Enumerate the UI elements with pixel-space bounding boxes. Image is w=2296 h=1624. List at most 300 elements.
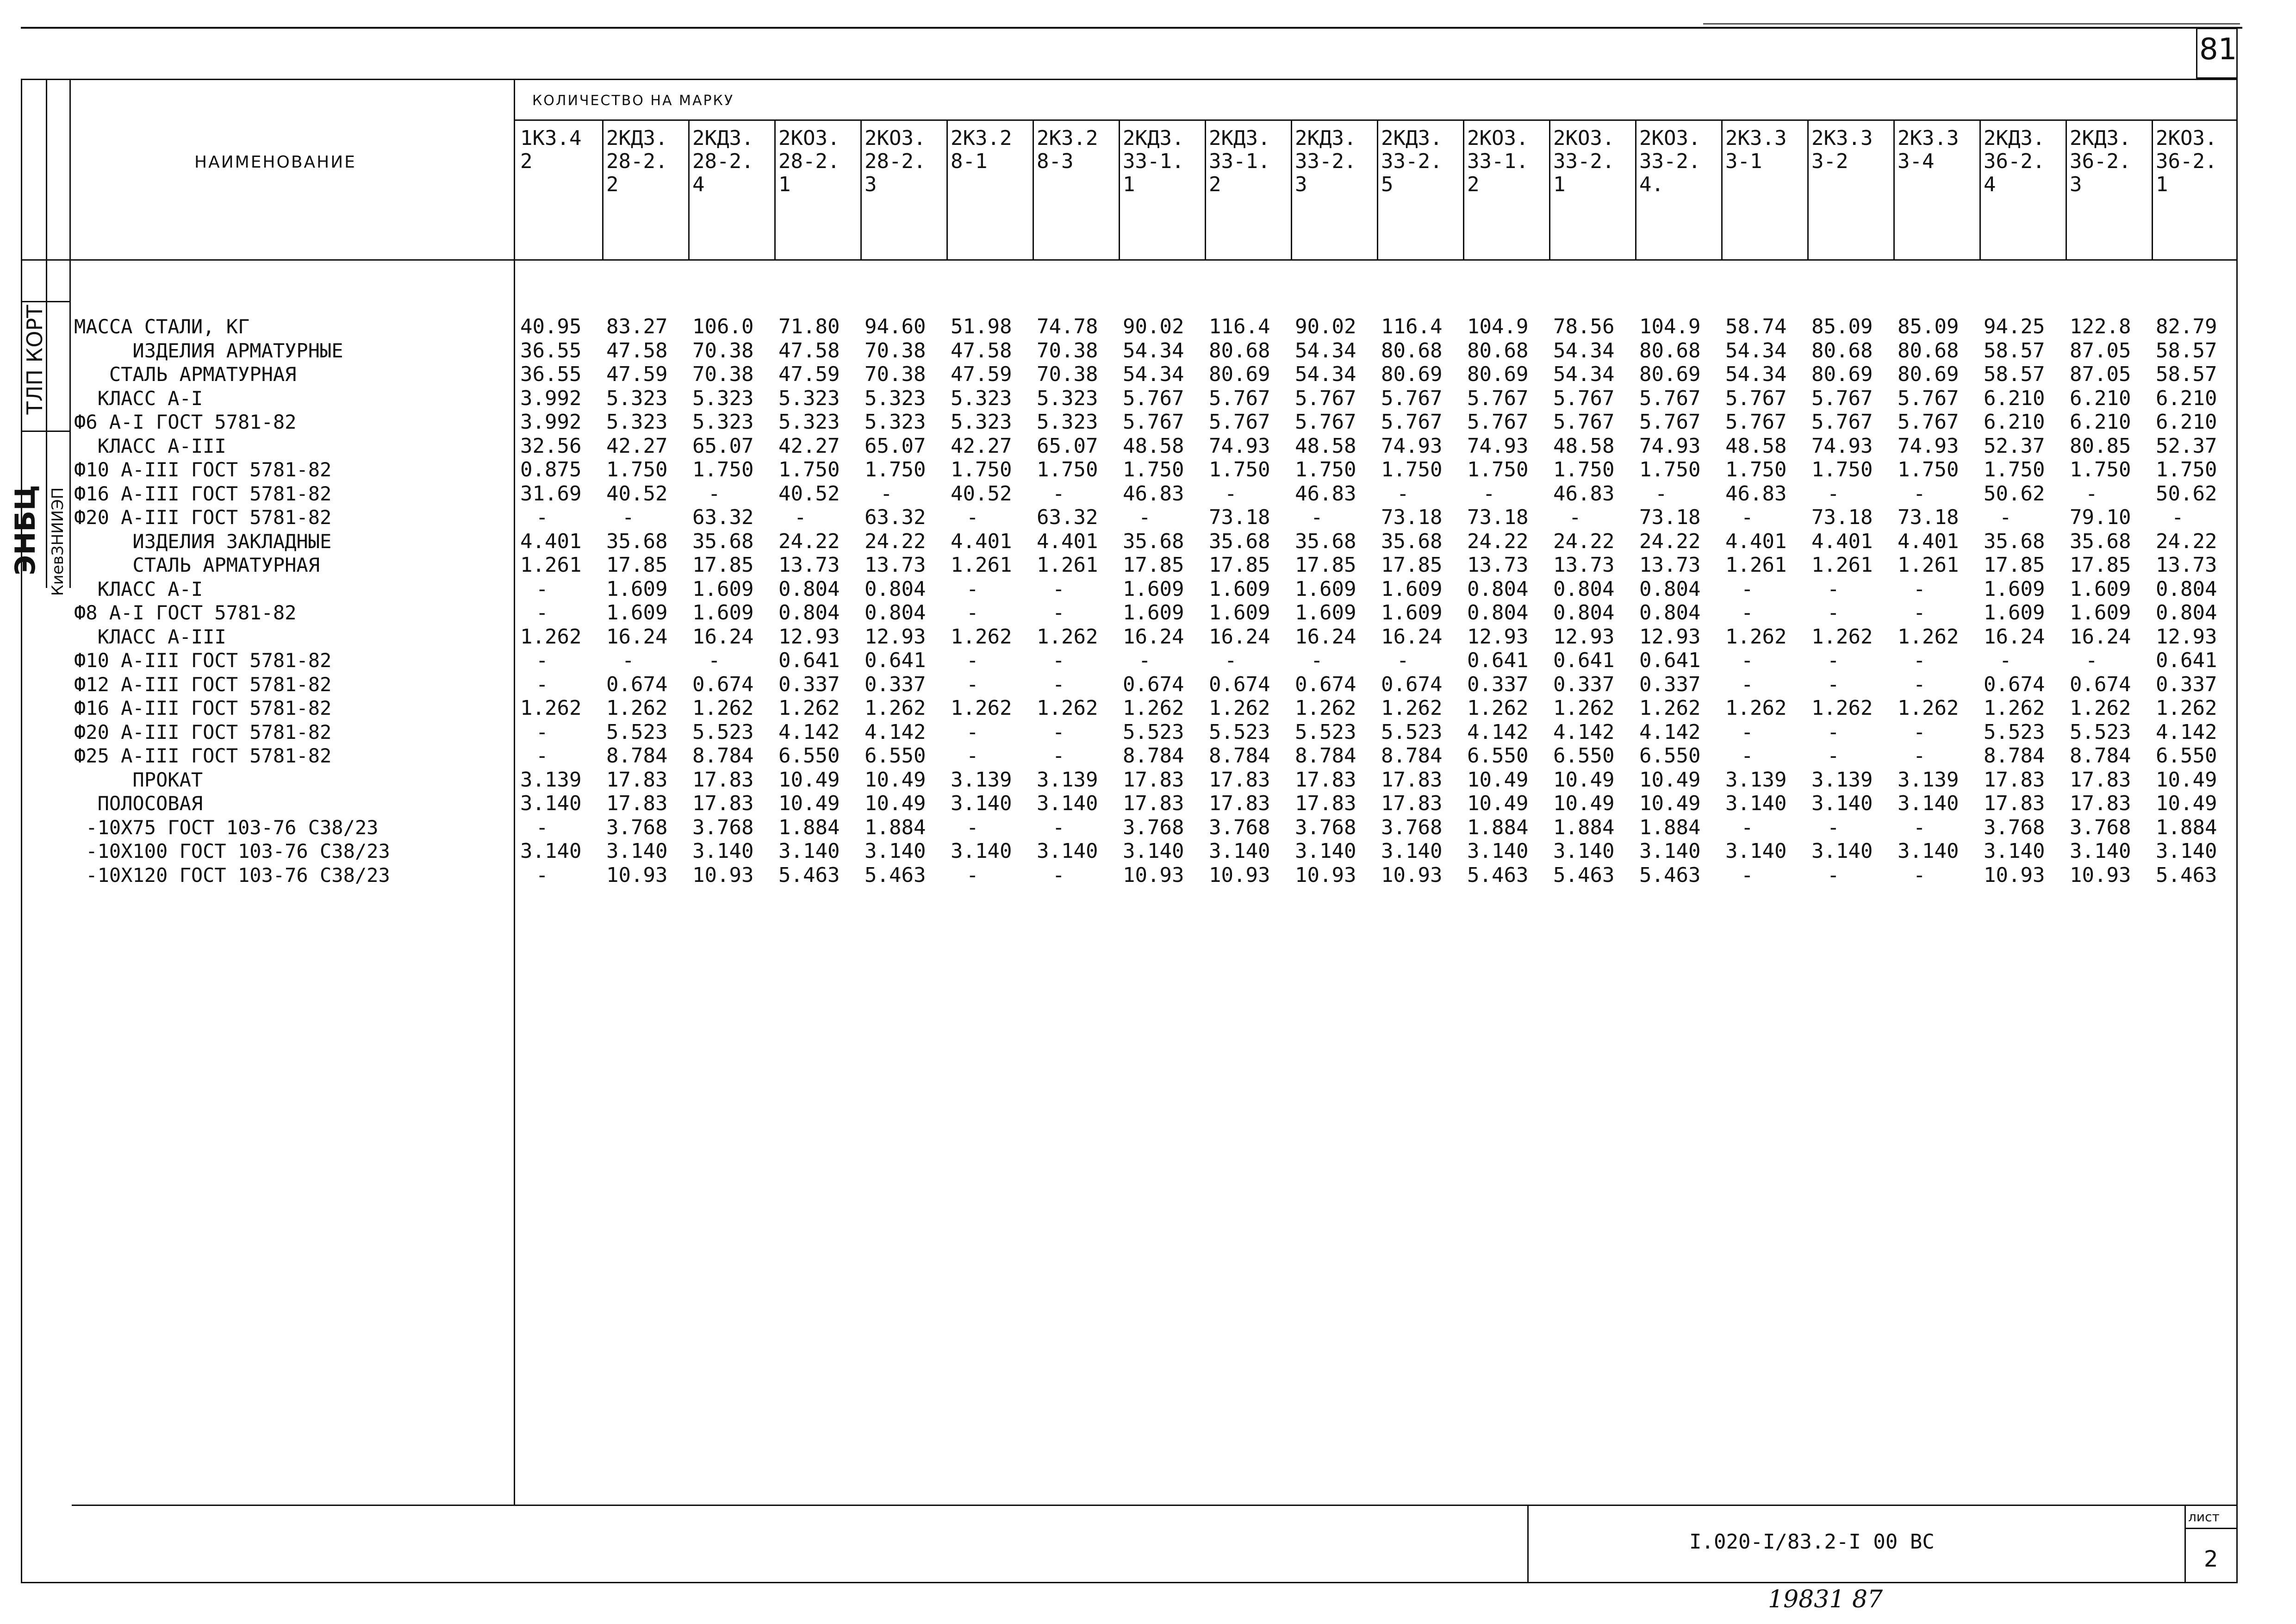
table-cell: 3.768 xyxy=(1123,815,1184,839)
table-cell: 5.767 xyxy=(1898,410,1959,434)
table-cell: 17.85 xyxy=(1984,553,2045,577)
side-stamp-extra: ЭНБЦ xyxy=(9,485,42,575)
table-cell: 5.323 xyxy=(951,410,1012,434)
table-cell: 4.142 xyxy=(1553,720,1615,744)
table-cell: 17.83 xyxy=(606,768,668,792)
table-cell: 5.323 xyxy=(778,410,840,434)
table-cell: 10.49 xyxy=(1639,768,1701,792)
table-cell: 42.27 xyxy=(606,434,668,458)
table-cell: 3.139 xyxy=(520,768,582,792)
table-cell: 3.139 xyxy=(1898,768,1959,792)
table-cell: 80.68 xyxy=(1209,338,1270,362)
table-cell: 17.83 xyxy=(1123,768,1184,792)
table-cell: 32.56 xyxy=(520,434,582,458)
table-cell: 0.641 xyxy=(778,649,840,672)
table-cell: 0.641 xyxy=(2156,649,2217,672)
table-cell: - xyxy=(1052,720,1065,744)
table-cell: - xyxy=(1397,481,1409,506)
table-cell: 1.750 xyxy=(1209,458,1270,481)
table-cell: 74.93 xyxy=(1381,434,1443,458)
table-cell: 10.93 xyxy=(1984,863,2045,887)
table-cell: 17.83 xyxy=(2070,792,2131,815)
table-cell: 1.261 xyxy=(951,553,1012,577)
table-cell: 54.34 xyxy=(1123,362,1184,386)
table-cell: 46.83 xyxy=(1553,481,1615,506)
table-cell: 5.767 xyxy=(1123,410,1184,434)
table-cell: 5.323 xyxy=(1037,386,1098,410)
table-cell: 0.875 xyxy=(520,458,582,481)
header-top-line xyxy=(72,79,2238,80)
table-cell: 1.750 xyxy=(1725,458,1787,481)
table-cell: 52.37 xyxy=(2156,434,2217,458)
table-cell: 5.323 xyxy=(778,386,840,410)
table-cell: 3.140 xyxy=(1209,839,1270,863)
table-cell: 10.49 xyxy=(1553,768,1615,792)
table-cell: - xyxy=(1741,815,1754,839)
table-cell: 0.804 xyxy=(1467,577,1529,601)
table-cell: 13.73 xyxy=(1553,553,1615,577)
table-cell: 10.93 xyxy=(1209,863,1270,887)
table-cell: 47.59 xyxy=(778,362,840,386)
table-cell: 73.18 xyxy=(1467,506,1529,529)
table-cell: 50.62 xyxy=(1984,481,2045,506)
table-cell: 48.58 xyxy=(1123,434,1184,458)
column-divider xyxy=(1807,120,1809,259)
column-divider xyxy=(946,120,948,259)
table-cell: 5.767 xyxy=(1725,410,1787,434)
table-cell: 3.140 xyxy=(1725,839,1787,863)
table-cell: - xyxy=(1827,863,1840,887)
table-cell: 16.24 xyxy=(1381,625,1443,649)
table-cell: 5.323 xyxy=(606,386,668,410)
table-cell: 1.262 xyxy=(1725,696,1787,720)
title-block-top-line xyxy=(72,1505,2238,1506)
table-cell: - xyxy=(966,577,979,601)
column-divider xyxy=(1119,120,1120,259)
table-cell: - xyxy=(1569,506,1581,529)
table-cell: 74.93 xyxy=(1467,434,1529,458)
table-cell: 3.140 xyxy=(1553,839,1615,863)
table-cell: 24.22 xyxy=(2156,529,2217,553)
table-cell: 5.523 xyxy=(1295,720,1356,744)
table-cell: 1.262 xyxy=(1984,696,2045,720)
table-cell: 5.463 xyxy=(778,863,840,887)
side-stamp xyxy=(9,79,71,596)
table-cell: 85.09 xyxy=(1898,315,1959,338)
table-cell: 13.73 xyxy=(2156,553,2217,577)
table-cell: 0.641 xyxy=(1467,649,1529,672)
table-cell: 1.750 xyxy=(2070,458,2131,481)
side-stamp-hline-2 xyxy=(21,431,71,432)
table-cell: 54.34 xyxy=(1295,338,1356,362)
column-divider xyxy=(1549,120,1550,259)
column-header: 2КДЗ. 28-2. 4 xyxy=(692,126,754,196)
table-cell: 5.767 xyxy=(1811,386,1873,410)
table-cell: 1.262 xyxy=(1898,625,1959,649)
table-cell: 3.140 xyxy=(951,839,1012,863)
table-cell: 4.401 xyxy=(951,529,1012,553)
row-name: Ф25 А-III ГОСТ 5781-82 xyxy=(74,744,332,767)
row-name: Ф20 А-III ГОСТ 5781-82 xyxy=(74,720,332,743)
table-cell: 3.140 xyxy=(1123,839,1184,863)
table-cell: 3.139 xyxy=(1811,768,1873,792)
table-cell: 5.323 xyxy=(692,410,754,434)
table-cell: - xyxy=(708,649,721,672)
row-name: Ф16 А-III ГОСТ 5781-82 xyxy=(74,482,332,505)
table-cell: 3.140 xyxy=(520,792,582,815)
table-cell: 1.750 xyxy=(951,458,1012,481)
table-cell: 1.609 xyxy=(2070,601,2131,625)
table-cell: 87.05 xyxy=(2070,362,2131,386)
table-cell: 1.750 xyxy=(1123,458,1184,481)
table-cell: 5.523 xyxy=(2070,720,2131,744)
table-cell: 35.68 xyxy=(2070,529,2131,553)
column-header: 2КДЗ. 36-2. 4 xyxy=(1984,126,2045,196)
qty-header: КОЛИЧЕСТВО НА МАРКУ xyxy=(532,93,734,109)
table-cell: 1.262 xyxy=(865,696,926,720)
table-cell: 3.140 xyxy=(1295,839,1356,863)
table-cell: 5.323 xyxy=(865,410,926,434)
table-cell: - xyxy=(1741,672,1754,696)
table-cell: 1.884 xyxy=(1639,815,1701,839)
table-cell: 0.804 xyxy=(2156,577,2217,601)
table-cell: 0.674 xyxy=(1381,672,1443,696)
table-cell: - xyxy=(1913,481,1926,506)
table-cell: 3.140 xyxy=(1037,839,1098,863)
table-cell: 1.262 xyxy=(1639,696,1701,720)
top-rule-right xyxy=(1703,23,2240,25)
table-cell: 3.768 xyxy=(2070,815,2131,839)
table-cell: 70.38 xyxy=(1037,338,1098,362)
table-cell: 3.768 xyxy=(1381,815,1443,839)
table-cell: 3.768 xyxy=(606,815,668,839)
row-name: СТАЛЬ АРМАТУРНАЯ xyxy=(74,554,320,576)
table-cell: 58.74 xyxy=(1725,315,1787,338)
row-name: КЛАСС А-III xyxy=(74,434,226,457)
table-cell: 58.57 xyxy=(2156,338,2217,362)
row-name: МАССА СТАЛИ, КГ xyxy=(74,315,250,338)
table-cell: 4.142 xyxy=(2156,720,2217,744)
table-cell: 48.58 xyxy=(1295,434,1356,458)
table-cell: 58.57 xyxy=(1984,362,2045,386)
table-cell: 0.804 xyxy=(1639,577,1701,601)
table-cell: 51.98 xyxy=(951,315,1012,338)
table-cell: - xyxy=(966,744,979,768)
table-cell: 17.83 xyxy=(1984,792,2045,815)
table-cell: 6.210 xyxy=(2070,410,2131,434)
table-cell: 5.767 xyxy=(1467,386,1529,410)
table-cell: 47.58 xyxy=(778,338,840,362)
column-divider xyxy=(1979,120,1981,259)
column-divider xyxy=(602,120,604,259)
table-cell: 36.55 xyxy=(520,338,582,362)
table-cell: - xyxy=(1311,506,1323,529)
table-cell: 35.68 xyxy=(1381,529,1443,553)
table-cell: 0.674 xyxy=(1984,672,2045,696)
table-cell: - xyxy=(1913,744,1926,768)
table-cell: 1.609 xyxy=(1984,601,2045,625)
table-cell: 48.58 xyxy=(1725,434,1787,458)
table-cell: - xyxy=(1827,577,1840,601)
table-cell: 42.27 xyxy=(951,434,1012,458)
table-cell: - xyxy=(1913,577,1926,601)
row-name: Ф10 А-III ГОСТ 5781-82 xyxy=(74,458,332,481)
column-divider xyxy=(1377,120,1378,259)
table-cell: 0.804 xyxy=(1467,601,1529,625)
table-cell: 63.32 xyxy=(865,506,926,529)
table-cell: 4.401 xyxy=(1898,529,1959,553)
table-cell: 8.784 xyxy=(1984,744,2045,768)
table-cell: 104.9 xyxy=(1639,315,1701,338)
table-cell: 1.750 xyxy=(1639,458,1701,481)
table-cell: 1.750 xyxy=(2156,458,2217,481)
table-cell: 6.210 xyxy=(2070,386,2131,410)
table-cell: 5.323 xyxy=(692,386,754,410)
table-cell: 73.18 xyxy=(1381,506,1443,529)
table-cell: 1.261 xyxy=(1037,553,1098,577)
table-cell: 1.884 xyxy=(1553,815,1615,839)
table-cell: 70.38 xyxy=(1037,362,1098,386)
row-name: ИЗДЕЛИЯ АРМАТУРНЫЕ xyxy=(74,339,343,362)
column-header: 2КЗ.3 3-4 xyxy=(1898,126,1959,173)
table-cell: - xyxy=(966,863,979,887)
table-cell: - xyxy=(794,506,807,529)
table-cell: 10.49 xyxy=(865,768,926,792)
table-cell: 70.38 xyxy=(865,362,926,386)
table-cell: 0.641 xyxy=(1639,649,1701,672)
table-cell: 46.83 xyxy=(1725,481,1787,506)
table-cell: - xyxy=(966,601,979,625)
table-cell: 1.609 xyxy=(692,577,754,601)
table-cell: 6.210 xyxy=(2156,410,2217,434)
row-name: ПОЛОСОВАЯ xyxy=(74,792,203,815)
table-cell: - xyxy=(1139,649,1151,672)
table-cell: 6.210 xyxy=(1984,410,2045,434)
table-cell: 0.337 xyxy=(1467,672,1529,696)
table-cell: 35.68 xyxy=(692,529,754,553)
table-cell: - xyxy=(622,649,635,672)
header-bottom-line xyxy=(21,259,2238,261)
table-cell: 5.767 xyxy=(1209,410,1270,434)
table-cell: 16.24 xyxy=(1123,625,1184,649)
table-cell: 47.58 xyxy=(951,338,1012,362)
table-cell: - xyxy=(1827,744,1840,768)
row-name: КЛАСС А-I xyxy=(74,577,203,600)
table-cell: 4.401 xyxy=(1037,529,1098,553)
table-cell: - xyxy=(1741,506,1754,529)
row-name: -10Х120 ГОСТ 103-76 С38/23 xyxy=(74,863,390,887)
table-cell: 1.750 xyxy=(1037,458,1098,481)
title-block-divider-2 xyxy=(2184,1505,2186,1583)
row-name: Ф12 А-III ГОСТ 5781-82 xyxy=(74,673,332,696)
table-cell: - xyxy=(1397,649,1409,672)
table-cell: 1.262 xyxy=(1725,625,1787,649)
column-header: 2КОЗ. 33-2. 1 xyxy=(1553,126,1615,196)
table-cell: - xyxy=(1827,481,1840,506)
column-header: 2КОЗ. 28-2. 1 xyxy=(778,126,840,196)
table-cell: 90.02 xyxy=(1295,315,1356,338)
table-cell: 10.49 xyxy=(2156,792,2217,815)
table-cell: - xyxy=(1999,506,2012,529)
table-cell: 70.38 xyxy=(865,338,926,362)
table-cell: 80.68 xyxy=(1639,338,1701,362)
table-cell: 106.0 xyxy=(692,315,754,338)
table-cell: 1.262 xyxy=(520,625,582,649)
row-name: ПРОКАТ xyxy=(74,768,203,791)
table-cell: 5.523 xyxy=(1984,720,2045,744)
table-cell: 5.767 xyxy=(1639,386,1701,410)
table-cell: - xyxy=(1827,649,1840,672)
table-cell: - xyxy=(1827,720,1840,744)
table-cell: - xyxy=(1052,577,1065,601)
table-cell: 3.140 xyxy=(1811,792,1873,815)
table-cell: 80.69 xyxy=(1467,362,1529,386)
table-cell: 6.550 xyxy=(1639,744,1701,768)
column-divider xyxy=(2066,120,2067,259)
row-name: СТАЛЬ АРМАТУРНАЯ xyxy=(74,363,297,386)
table-cell: 5.767 xyxy=(1295,386,1356,410)
table-cell: 4.142 xyxy=(865,720,926,744)
table-cell: 3.140 xyxy=(865,839,926,863)
table-cell: 13.73 xyxy=(1467,553,1529,577)
table-cell: 1.609 xyxy=(606,577,668,601)
table-cell: 35.68 xyxy=(1295,529,1356,553)
table-cell: 5.767 xyxy=(1123,386,1184,410)
table-cell: 5.323 xyxy=(951,386,1012,410)
table-cell: - xyxy=(1052,481,1065,506)
table-cell: 1.261 xyxy=(1811,553,1873,577)
table-cell: 35.68 xyxy=(1984,529,2045,553)
table-cell: - xyxy=(536,744,548,768)
table-cell: 71.80 xyxy=(778,315,840,338)
table-cell: 17.83 xyxy=(1381,768,1443,792)
table-cell: 48.58 xyxy=(1553,434,1615,458)
table-cell: 1.262 xyxy=(1209,696,1270,720)
column-divider xyxy=(1635,120,1636,259)
column-divider xyxy=(688,120,690,259)
table-cell: - xyxy=(536,863,548,887)
table-cell: 74.93 xyxy=(1209,434,1270,458)
table-cell: 17.85 xyxy=(1209,553,1270,577)
table-cell: 1.261 xyxy=(1725,553,1787,577)
table-cell: 74.93 xyxy=(1811,434,1873,458)
table-cell: 0.337 xyxy=(2156,672,2217,696)
table-cell: 1.750 xyxy=(1553,458,1615,481)
table-cell: 0.804 xyxy=(865,601,926,625)
table-cell: 3.140 xyxy=(1639,839,1701,863)
table-cell: 10.49 xyxy=(778,768,840,792)
table-cell: 1.262 xyxy=(520,696,582,720)
table-cell: - xyxy=(1913,863,1926,887)
table-cell: 4.401 xyxy=(520,529,582,553)
table-cell: 1.262 xyxy=(1295,696,1356,720)
table-cell: 5.523 xyxy=(1381,720,1443,744)
name-header: НАИМЕНОВАНИЕ xyxy=(194,153,356,172)
table-cell: 3.140 xyxy=(1811,839,1873,863)
table-cell: 10.93 xyxy=(1295,863,1356,887)
table-cell: - xyxy=(622,506,635,529)
table-cell: 1.750 xyxy=(692,458,754,481)
table-cell: 6.550 xyxy=(1553,744,1615,768)
row-name: Ф6 А-I ГОСТ 5781-82 xyxy=(74,411,297,433)
table-cell: - xyxy=(2085,481,2098,506)
table-cell: 52.37 xyxy=(1984,434,2045,458)
table-cell: 1.262 xyxy=(1037,696,1098,720)
table-cell: 63.32 xyxy=(1037,506,1098,529)
table-cell: 1.262 xyxy=(1811,625,1873,649)
table-cell: 1.262 xyxy=(606,696,668,720)
table-cell: 54.34 xyxy=(1553,362,1615,386)
table-cell: 42.27 xyxy=(778,434,840,458)
table-cell: 1.609 xyxy=(1209,601,1270,625)
table-cell: 3.140 xyxy=(1381,839,1443,863)
table-cell: 1.262 xyxy=(1553,696,1615,720)
table-cell: 1.262 xyxy=(692,696,754,720)
page-number: 81 xyxy=(2199,32,2237,67)
table-cell: 78.56 xyxy=(1553,315,1615,338)
table-cell: 3.140 xyxy=(520,839,582,863)
column-header: 2КОЗ. 28-2. 3 xyxy=(865,126,926,196)
row-name: Ф8 А-I ГОСТ 5781-82 xyxy=(74,601,297,624)
table-cell: 0.674 xyxy=(1209,672,1270,696)
table-cell: 5.323 xyxy=(1037,410,1098,434)
table-cell: 122.8 xyxy=(2070,315,2131,338)
table-cell: 47.58 xyxy=(606,338,668,362)
table-cell: 0.804 xyxy=(865,577,926,601)
sheet-label: лист xyxy=(2188,1509,2220,1524)
table-cell: 3.992 xyxy=(520,386,582,410)
table-cell: 5.767 xyxy=(1553,410,1615,434)
row-name: КЛАСС А-III xyxy=(74,625,226,648)
table-cell: 5.767 xyxy=(1898,386,1959,410)
table-cell: 54.34 xyxy=(1123,338,1184,362)
table-cell: 1.261 xyxy=(1898,553,1959,577)
table-cell: 1.750 xyxy=(1295,458,1356,481)
table-cell: 94.60 xyxy=(865,315,926,338)
table-cell: 74.93 xyxy=(1898,434,1959,458)
column-divider xyxy=(1721,120,1723,259)
table-cell: 3.139 xyxy=(1037,768,1098,792)
table-cell: 3.140 xyxy=(1725,792,1787,815)
table-cell: 16.24 xyxy=(1984,625,2045,649)
table-cell: 50.62 xyxy=(2156,481,2217,506)
table-cell: 3.139 xyxy=(951,768,1012,792)
table-cell: 10.49 xyxy=(778,792,840,815)
table-cell: 40.52 xyxy=(951,481,1012,506)
table-cell: 0.337 xyxy=(1553,672,1615,696)
table-cell: - xyxy=(708,481,721,506)
table-cell: 12.93 xyxy=(1639,625,1701,649)
table-cell: 80.85 xyxy=(2070,434,2131,458)
column-header: 2КЗ.2 8-3 xyxy=(1037,126,1098,173)
sheet-number: 2 xyxy=(2204,1546,2218,1572)
table-cell: 17.85 xyxy=(692,553,754,577)
table-cell: 0.674 xyxy=(1123,672,1184,696)
table-cell: - xyxy=(536,601,548,625)
table-cell: 46.83 xyxy=(1295,481,1356,506)
table-cell: 4.142 xyxy=(1639,720,1701,744)
table-cell: 12.93 xyxy=(2156,625,2217,649)
table-cell: 8.784 xyxy=(1381,744,1443,768)
table-cell: 80.68 xyxy=(1898,338,1959,362)
table-cell: 82.79 xyxy=(2156,315,2217,338)
table-cell: 58.57 xyxy=(2156,362,2217,386)
table-cell: 16.24 xyxy=(692,625,754,649)
table-cell: 10.93 xyxy=(1381,863,1443,887)
table-cell: 80.69 xyxy=(1381,362,1443,386)
row-name: -10Х75 ГОСТ 103-76 С38/23 xyxy=(74,816,379,839)
table-cell: 8.784 xyxy=(1295,744,1356,768)
